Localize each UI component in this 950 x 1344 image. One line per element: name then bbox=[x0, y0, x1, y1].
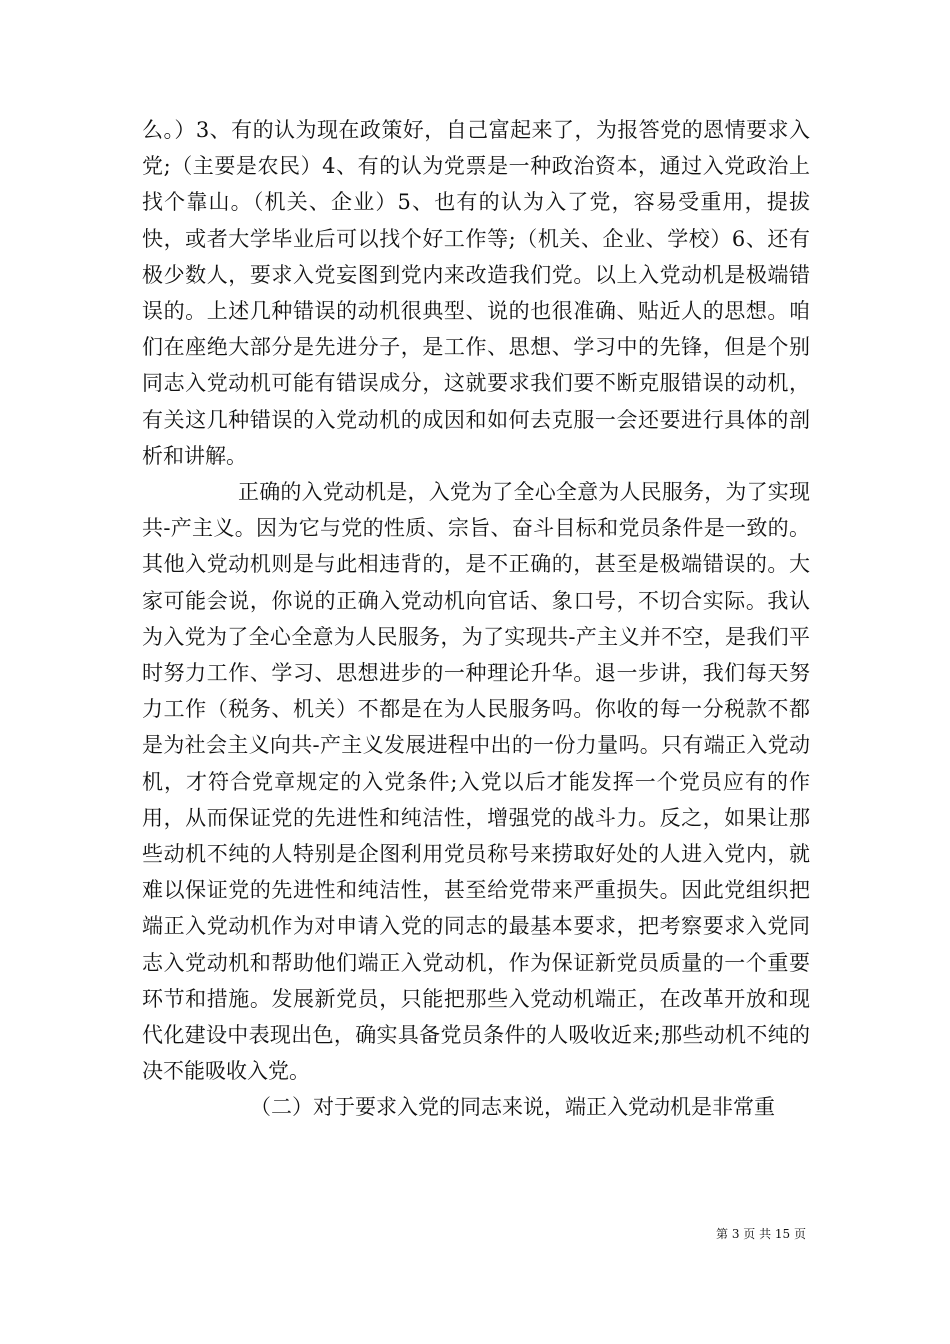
paragraph-1: 么。）3、有的认为现在政策好，自己富起来了，为报答党的恩情要求入党;（主要是农民）4、有的认为党票是一种政治资本，通过入党政治上找个靠山。（机关、企业）5、也有的认为入了党，容易受重用，提拔快，或者大学毕业后可以找个好工作等;（机关、企业、学校）6、还有极少数人，要求入党妄图到党内来改造我们党。以上入党动机是极端错误的。上述几种错误的动机很典型、说的也很准确、贴近人的思想。咱们在座绝大部分是先进分子，是工作、思想、学习中的先锋，但是个别同志入党动机可能有错误成分，这就要求我们要不断克服错误的动机，有关这几种错误的入党动机的成因和如何去克服一会还要进行具体的剖析和讲解。 bbox=[142, 118, 810, 468]
paragraph-2: 正确的入党动机是，入党为了全心全意为人民服务，为了实现共-产主义。因为它与党的性质、宗旨、奋斗目标和党员条件是一致的。其他入党动机则是与此相违背的，是不正确的，甚至是极端错误的。大家可能会说，你说的正确入党动机向官话、象口号，不切合实际。我认为入党为了全心全意为人民服务，为了实现共-产主义并不空，是我们平时努力工作、学习、思想进步的一种理论升华。退一步讲，我们每天努力工作（税务、机关）不都是在为人民服务吗。你收的每一分税款不都是为社会主义向共-产主义发展进程中出的一份力量吗。只有端正入党动机，才符合党章规定的入党条件;入党以后才能发挥一个党员应有的作用，从而保证党的先进性和纯洁性，增强党的战斗力。反之，如果让那些动机不纯的人特别是企图利用党员称号来捞取好处的人进入党内，就难以保证党的先进性和纯洁性，甚至给党带来严重损失。因此党组织把端正入党动机作为对申请入党的同志的最基本要求，把考察要求入党同志入党动机和帮助他们端正入党动机，作为保证新党员质量的一个重要环节和措施。发展新党员，只能把那些入党动机端正，在改革开放和现代化建设中表现出色，确实具备党员条件的人吸收近来;那些动机不纯的决不能吸收入党。 bbox=[142, 480, 810, 1084]
body-text bbox=[142, 112, 810, 1126]
paragraph-3: （二）对于要求入党的同志来说，端正入党动机是非常重 bbox=[250, 1095, 775, 1120]
page-number-footer: 第 3 页 共 15 页 bbox=[716, 1227, 806, 1241]
